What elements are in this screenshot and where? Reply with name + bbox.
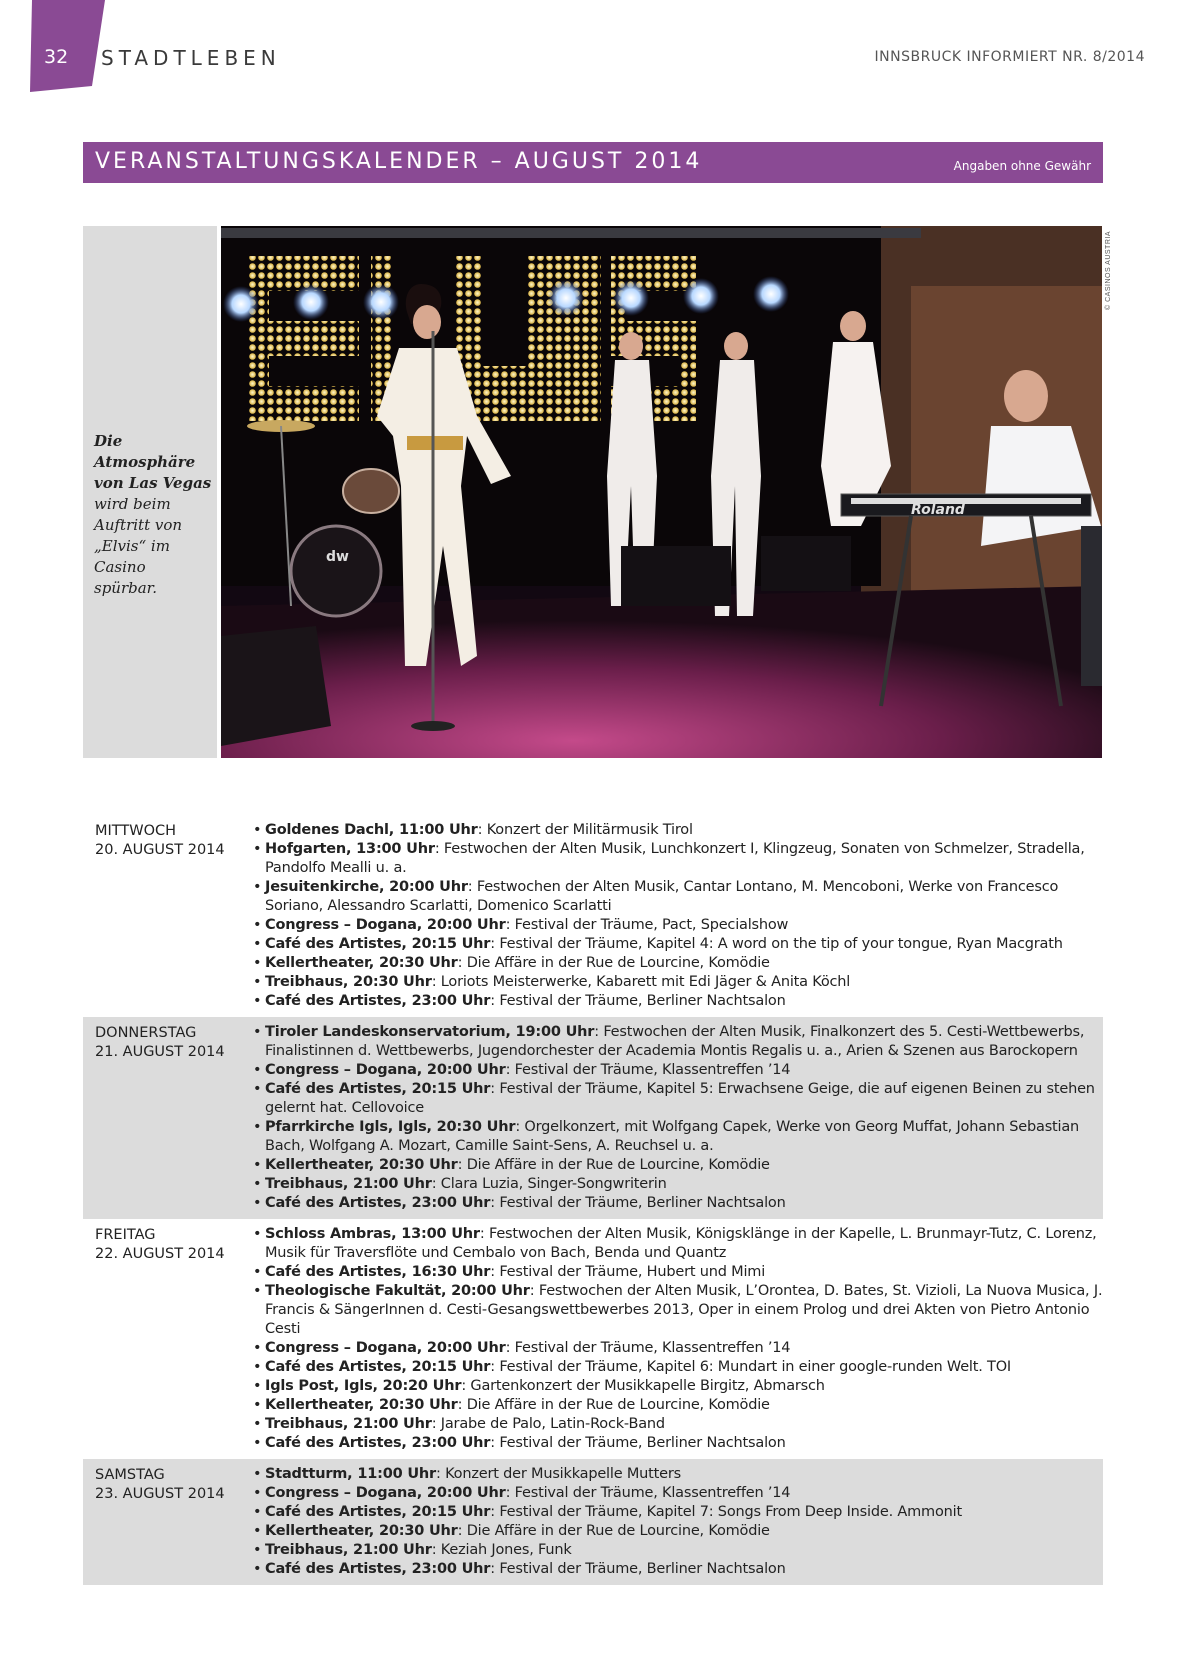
drum-brand: dw xyxy=(326,549,349,565)
event-description: : Festival der Träume, Klassentreffen ’14 xyxy=(505,1485,791,1501)
event-item xyxy=(253,1023,1103,1061)
weekday-label: SAMSTAG xyxy=(95,1467,165,1483)
event-venue: Café des Artistes, 16:30 Uhr xyxy=(265,1264,491,1280)
event-venue: Café des Artistes, 23:00 Uhr xyxy=(265,1561,491,1577)
event-venue: Stadtturm, 11:00 Uhr xyxy=(265,1466,436,1482)
event-description: : Festwochen der Alten Musik, Königsklänge in der Kapelle, L. Brunmayr-Tutz, C. Lorenz, Musik für Traversflöte und Cembalo von Bach, Benda und Quantz xyxy=(265,1226,1097,1261)
event-description: : Festival der Träume, Berliner Nachtsalon xyxy=(490,1435,786,1451)
caption-box xyxy=(83,226,217,758)
event-description: : Festival der Träume, Klassentreffen ’14 xyxy=(505,1340,791,1356)
event-description: : Gartenkonzert der Musikkapelle Birgitz, Abmarsch xyxy=(461,1378,825,1394)
event-venue: Pfarrkirche Igls, Igls, 20:30 Uhr xyxy=(265,1119,516,1135)
day-block xyxy=(83,1219,1103,1459)
event-item xyxy=(253,1396,1103,1415)
event-description: : Die Affäre in der Rue de Lourcine, Komödie xyxy=(457,1523,770,1539)
event-item xyxy=(253,1522,1103,1541)
event-item xyxy=(253,1434,1103,1453)
event-description: : Loriots Meisterwerke, Kabarett mit Edi Jäger & Anita Köchl xyxy=(431,974,851,990)
event-item xyxy=(253,1560,1103,1579)
event-venue: Kellertheater, 20:30 Uhr xyxy=(265,1523,458,1539)
event-item xyxy=(253,1377,1103,1396)
event-item xyxy=(253,1263,1103,1282)
event-venue: Café des Artistes, 20:15 Uhr xyxy=(265,1504,491,1520)
disclaimer-note: Angaben ohne Gewähr xyxy=(953,159,1091,173)
event-venue: Igls Post, Igls, 20:20 Uhr xyxy=(265,1378,462,1394)
page-number: 32 xyxy=(44,46,69,68)
event-item xyxy=(253,1415,1103,1434)
event-item xyxy=(253,1194,1103,1213)
day-block xyxy=(83,1017,1103,1219)
event-venue: Jesuitenkirche, 20:00 Uhr xyxy=(265,879,468,895)
photo-credit: © CASINOS AUSTRIA xyxy=(1105,230,1112,310)
event-venue: Café des Artistes, 20:15 Uhr xyxy=(265,1359,491,1375)
event-item xyxy=(253,1175,1103,1194)
event-item xyxy=(253,821,1103,840)
event-description: : Festival der Träume, Kapitel 4: A word on the tip of your tongue, Ryan Macgrath xyxy=(490,936,1063,952)
section-title: STADTLEBEN xyxy=(101,46,281,70)
event-item xyxy=(253,916,1103,935)
event-item xyxy=(253,1118,1103,1156)
event-description: : Die Affäre in der Rue de Lourcine, Komödie xyxy=(457,1157,770,1173)
concert-photo xyxy=(221,226,1102,758)
event-description: : Konzert der Musikkapelle Mutters xyxy=(436,1466,681,1482)
event-venue: Treibhaus, 20:30 Uhr xyxy=(265,974,432,990)
event-description: : Keziah Jones, Funk xyxy=(431,1542,572,1558)
event-description: : Festival der Träume, Kapitel 6: Mundart in einer google-runden Welt. TOI xyxy=(490,1359,1011,1375)
event-item xyxy=(253,1339,1103,1358)
day-date xyxy=(95,1024,225,1062)
event-item xyxy=(253,1465,1103,1484)
event-venue: Treibhaus, 21:00 Uhr xyxy=(265,1416,432,1432)
event-description: : Die Affäre in der Rue de Lourcine, Komödie xyxy=(457,955,770,971)
event-description: : Festival der Träume, Hubert und Mimi xyxy=(490,1264,766,1280)
event-description: : Festival der Träume, Berliner Nachtsalon xyxy=(490,1561,786,1577)
event-venue: Schloss Ambras, 13:00 Uhr xyxy=(265,1226,480,1242)
event-description: : Festwochen der Alten Musik, Lunchkonzert I, Klingzeug, Sonaten von Schmelzer, Stradella, Pandolfo Mealli u. a. xyxy=(265,841,1085,876)
event-schedule xyxy=(83,815,1103,1585)
event-description: : Festival der Träume, Kapitel 5: Erwachsene Geige, die auf eigenen Beinen zu stehen gelernt hat. Cellovoice xyxy=(265,1081,1095,1116)
event-list xyxy=(83,1225,1103,1453)
event-item xyxy=(253,1358,1103,1377)
date-label: 21. AUGUST 2014 xyxy=(95,1044,225,1060)
event-description: : Clara Luzia, Singer-Songwriterin xyxy=(431,1176,667,1192)
event-item xyxy=(253,1061,1103,1080)
event-venue: Treibhaus, 21:00 Uhr xyxy=(265,1542,432,1558)
day-date xyxy=(95,822,225,860)
event-list xyxy=(83,1023,1103,1213)
calendar-banner xyxy=(83,142,1103,183)
event-item xyxy=(253,973,1103,992)
event-description: : Festival der Träume, Pact, Specialshow xyxy=(505,917,789,933)
event-item xyxy=(253,992,1103,1011)
calendar-title: VERANSTALTUNGSKALENDER – AUGUST 2014 xyxy=(95,149,703,174)
event-venue: Hofgarten, 13:00 Uhr xyxy=(265,841,435,857)
day-date xyxy=(95,1466,225,1504)
event-venue: Congress – Dogana, 20:00 Uhr xyxy=(265,917,506,933)
weekday-label: DONNERSTAG xyxy=(95,1025,197,1041)
event-description: : Jarabe de Palo, Latin-Rock-Band xyxy=(431,1416,665,1432)
event-venue: Congress – Dogana, 20:00 Uhr xyxy=(265,1340,506,1356)
caption-bold: Die Atmosphäre von Las Vegas xyxy=(94,432,212,492)
issue-label: INNSBRUCK INFORMIERT NR. 8/2014 xyxy=(874,49,1145,65)
event-venue: Theologische Fakultät, 20:00 Uhr xyxy=(265,1283,530,1299)
keyboard-brand: Roland xyxy=(911,502,965,518)
day-date xyxy=(95,1226,225,1264)
event-description: : Festwochen der Alten Musik, Cantar Lontano, M. Mencoboni, Werke von Francesco Soriano, Alessandro Scarlatti, Domenico Scarlatti xyxy=(265,879,1059,914)
event-description: : Festwochen der Alten Musik, L’Orontea, D. Bates, St. Vizioli, La Nuova Musica, J. Francis & SängerInnen d. Cesti-Gesangswettbewerbes 2013, Oper in einem Prolog und drei Akten von Pietro Antonio Cesti xyxy=(265,1283,1103,1337)
event-description: : Festival der Träume, Berliner Nachtsalon xyxy=(490,1195,786,1211)
event-venue: Café des Artistes, 20:15 Uhr xyxy=(265,1081,491,1097)
event-item xyxy=(253,1503,1103,1522)
event-venue: Café des Artistes, 23:00 Uhr xyxy=(265,993,491,1009)
event-venue: Kellertheater, 20:30 Uhr xyxy=(265,955,458,971)
event-venue: Congress – Dogana, 20:00 Uhr xyxy=(265,1485,506,1501)
photo-caption xyxy=(94,431,212,599)
weekday-label: MITTWOCH xyxy=(95,823,177,839)
event-item xyxy=(253,1080,1103,1118)
event-description: : Festival der Träume, Kapitel 7: Songs From Deep Inside. Ammonit xyxy=(490,1504,962,1520)
event-item xyxy=(253,1282,1103,1339)
day-block xyxy=(83,1459,1103,1585)
event-venue: Café des Artistes, 23:00 Uhr xyxy=(265,1195,491,1211)
event-venue: Congress – Dogana, 20:00 Uhr xyxy=(265,1062,506,1078)
event-description: : Festwochen der Alten Musik, Finalkonzert des 5. Cesti-Wettbewerbs, Finalistinnen d. Wettbewerbs, Jugendorchester der Academia Montis Regalis u. a., Arien & Szenen aus Barockopern xyxy=(265,1024,1085,1059)
date-label: 22. AUGUST 2014 xyxy=(95,1246,225,1262)
event-venue: Kellertheater, 20:30 Uhr xyxy=(265,1397,458,1413)
event-venue: Café des Artistes, 20:15 Uhr xyxy=(265,936,491,952)
event-venue: Kellertheater, 20:30 Uhr xyxy=(265,1157,458,1173)
event-description: : Festival der Träume, Klassentreffen ’14 xyxy=(505,1062,791,1078)
event-item xyxy=(253,878,1103,916)
event-venue: Tiroler Landeskonservatorium, 19:00 Uhr xyxy=(265,1024,595,1040)
event-venue: Goldenes Dachl, 11:00 Uhr xyxy=(265,822,478,838)
event-description: : Festival der Träume, Berliner Nachtsalon xyxy=(490,993,786,1009)
weekday-label: FREITAG xyxy=(95,1227,156,1243)
date-label: 23. AUGUST 2014 xyxy=(95,1486,225,1502)
event-item xyxy=(253,1225,1103,1263)
event-list xyxy=(83,821,1103,1011)
event-description: : Die Affäre in der Rue de Lourcine, Komödie xyxy=(457,1397,770,1413)
event-item xyxy=(253,1156,1103,1175)
event-venue: Café des Artistes, 23:00 Uhr xyxy=(265,1435,491,1451)
event-item xyxy=(253,840,1103,878)
event-list xyxy=(83,1465,1103,1579)
event-item xyxy=(253,1484,1103,1503)
event-item xyxy=(253,935,1103,954)
concert-scene xyxy=(221,226,1102,758)
event-description: : Konzert der Militärmusik Tirol xyxy=(477,822,693,838)
event-item xyxy=(253,1541,1103,1560)
date-label: 20. AUGUST 2014 xyxy=(95,842,225,858)
event-description: : Orgelkonzert, mit Wolfgang Capek, Werke von Georg Muffat, Johann Sebastian Bach, Wolfgang A. Mozart, Camille Saint-Sens, A. Reuchsel u. a. xyxy=(265,1119,1080,1154)
day-block xyxy=(83,815,1103,1017)
event-venue: Treibhaus, 21:00 Uhr xyxy=(265,1176,432,1192)
caption-rest: wird beim Auftritt von „Elvis“ im Casino spürbar. xyxy=(94,495,183,597)
event-item xyxy=(253,954,1103,973)
